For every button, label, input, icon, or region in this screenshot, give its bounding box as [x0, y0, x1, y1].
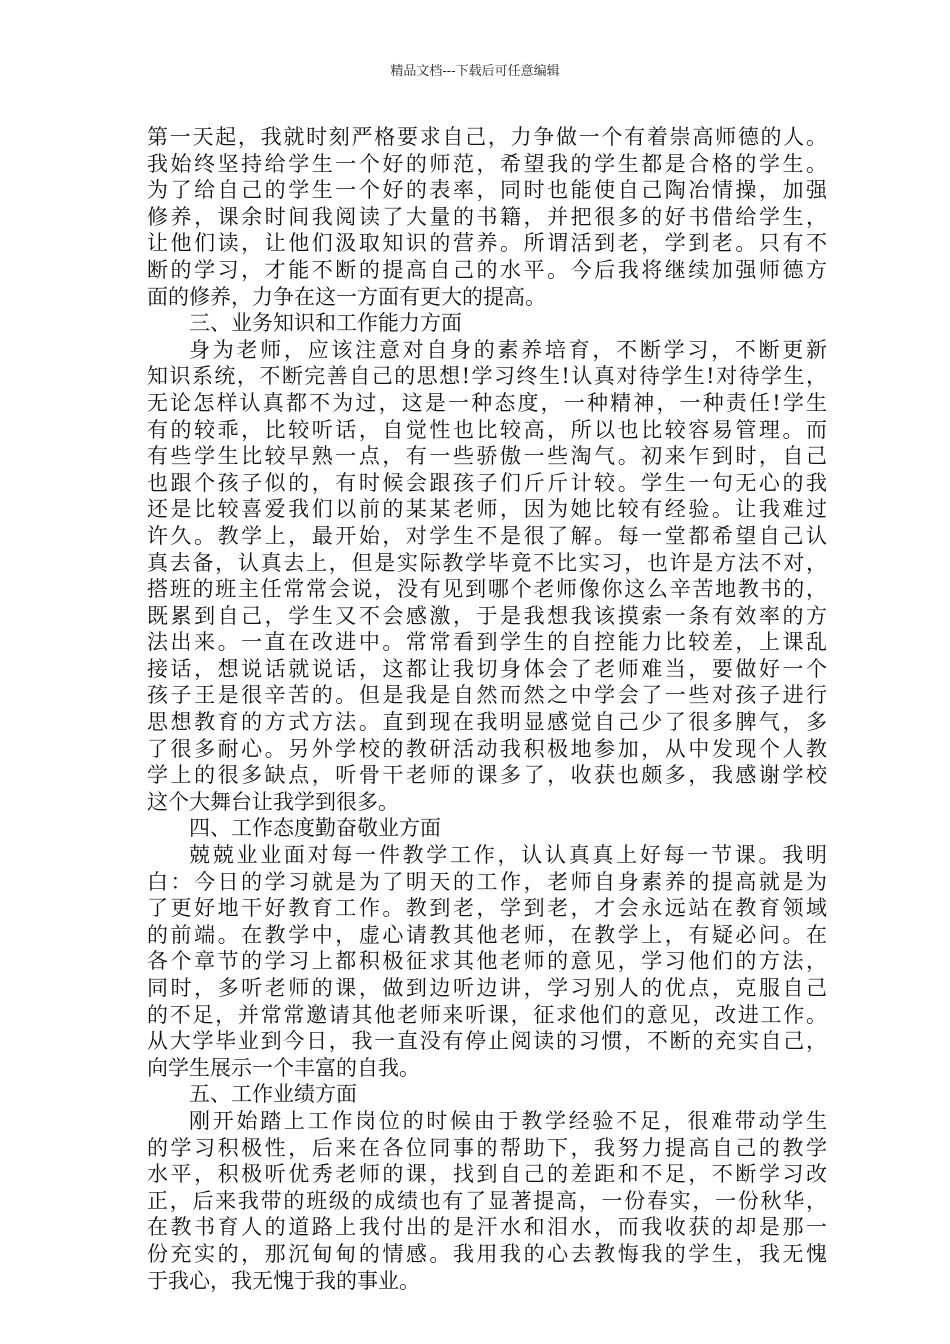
text-line: 断的学习，才能不断的提高自己的水平。今后我将继续加强师德方	[147, 257, 827, 282]
text-line: 搭班的班主任常常会说，没有见到哪个老师像你这么辛苦地教书的，	[147, 577, 827, 602]
text-line: 既累到自己，学生又不会感激，于是我想我该摸索一条有效率的方	[147, 603, 827, 628]
text-line: 为了给自己的学生一个好的表率，同时也能使自己陶冶情操，加强	[147, 178, 827, 203]
text-line: 了更好地干好教育工作。教到老，学到老，才会永远站在教育领域	[147, 896, 827, 921]
text-line: 水平，积极听优秀老师的课，找到自己的差距和不足，不断学习改	[147, 1162, 827, 1187]
document-body	[147, 124, 827, 1294]
text-line: 向学生展示一个丰富的自我。	[147, 1055, 420, 1080]
text-line: 知识系统，不断完善自己的思想!学习终生!认真对待学生!对待学生，	[147, 364, 827, 389]
section-heading: 三、业务知识和工作能力方面	[189, 311, 462, 336]
text-line: 我始终坚持给学生一个好的师范，希望我的学生都是合格的学生。	[147, 151, 827, 176]
text-line: 这个大舞台让我学到很多。	[147, 789, 399, 814]
page-header: 精品文档---下载后可任意编辑	[390, 64, 560, 79]
text-line: 了很多耐心。另外学校的教研活动我积极地参加，从中发现个人教	[147, 736, 827, 761]
text-line: 从大学毕业到今日，我一直没有停止阅读的习惯，不断的充实自己，	[147, 1029, 827, 1054]
text-line: 无论怎样认真都不为过，这是一种态度，一种精神，一种责任!学生	[147, 390, 827, 415]
text-line: 让他们读，让他们汲取知识的营养。所谓活到老，学到老。只有不	[147, 231, 827, 256]
text-line: 还是比较喜爱我们以前的某某老师，因为她比较有经验。让我难过	[147, 497, 827, 522]
text-line: 法出来。一直在改进中。常常看到学生的自控能力比较差，上课乱	[147, 630, 827, 655]
text-line: 学上的很多缺点，听骨干老师的课多了，收获也颇多，我感谢学校	[147, 763, 827, 788]
text-line: 白：今日的学习就是为了明天的工作，老师自身素养的提高就是为	[147, 869, 827, 894]
text-line: 修养，课余时间我阅读了大量的书籍，并把很多的好书借给学生，	[147, 204, 827, 229]
text-line: 身为老师，应该注意对自身的素养培育，不断学习，不断更新	[189, 337, 827, 362]
text-line: 有些学生比较早熟一点，有一些骄傲一些淘气。初来乍到时，自己	[147, 444, 827, 469]
text-line: 在教书育人的道路上我付出的是汗水和泪水，而我收获的却是那一	[147, 1215, 827, 1240]
text-line: 许久。教学上，最开始，对学生不是很了解。每一堂都希望自己认	[147, 523, 827, 548]
text-line: 各个章节的学习上都积极征求其他老师的意见，学习他们的方法，	[147, 949, 827, 974]
text-line: 于我心，我无愧于我的事业。	[147, 1268, 420, 1293]
text-line: 正，后来我带的班级的成绩也有了显著提高，一份春实，一份秋华，	[147, 1188, 827, 1213]
text-line: 的不足，并常常邀请其他老师来听课，征求他们的意见，改进工作。	[147, 1002, 827, 1027]
text-line: 真去备，认真去上，但是实际教学毕竟不比实习，也许是方法不对，	[147, 550, 827, 575]
text-line: 接话，想说话就说话，这都让我切身体会了老师难当，要做好一个	[147, 656, 827, 681]
text-line: 的前端。在教学中，虚心请教其他老师，在教学上，有疑必问。在	[147, 922, 827, 947]
section-heading: 五、工作业绩方面	[189, 1082, 357, 1107]
section-heading: 四、工作态度勤奋敬业方面	[189, 816, 441, 841]
text-line: 孩子王是很辛苦的。但是我是自然而然之中学会了一些对孩子进行	[147, 683, 827, 708]
text-line: 份充实的，那沉甸甸的情感。我用我的心去教悔我的学生，我无愧	[147, 1241, 827, 1266]
text-line: 的学习积极性，后来在各位同事的帮助下，我努力提高自己的教学	[147, 1135, 827, 1160]
text-line: 思想教育的方式方法。直到现在我明显感觉自己少了很多脾气，多	[147, 710, 827, 735]
text-line: 有的较乖，比较听话，自觉性也比较高，所以也比较容易管理。而	[147, 417, 827, 442]
text-line: 兢兢业业面对每一件教学工作，认认真真上好每一节课。我明	[189, 843, 827, 868]
text-line: 刚开始踏上工作岗位的时候由于教学经验不足，很难带动学生	[189, 1108, 827, 1133]
text-line: 面的修养，力争在这一方面有更大的提高。	[147, 284, 546, 309]
text-line: 同时，多听老师的课，做到边听边讲，学习别人的优点，克服自己	[147, 976, 827, 1000]
text-line: 第一天起，我就时刻严格要求自己，力争做一个有着崇高师德的人。	[147, 125, 827, 149]
text-line: 也跟个孩子似的，有时候会跟孩子们斤斤计较。学生一句无心的我	[147, 470, 827, 495]
